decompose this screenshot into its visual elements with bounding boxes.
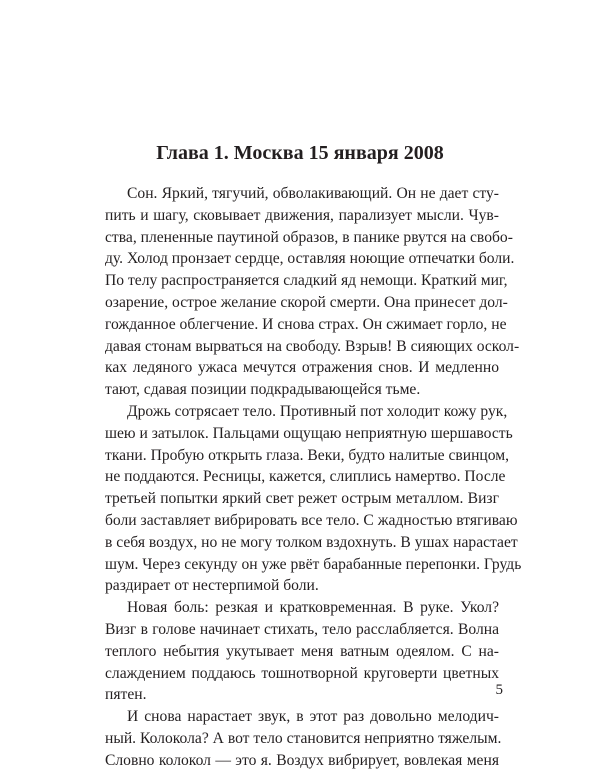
- text-line: Словно колокол — это я. Воздух вибрирует, вовлекая меня: [105, 751, 499, 769]
- text-line: ства, плененные паутиной образов, в панике рвутся на свобо-: [105, 228, 513, 246]
- text-line: шум. Через секунду он уже рвёт барабанные перепонки. Грудь: [105, 555, 522, 573]
- text-line: пить и шагу, сковывает движения, парализует мысли. Чув-: [105, 206, 499, 224]
- text-line: слаждением поддаюсь тошнотворной круговерти цветных: [105, 664, 499, 682]
- text-line: Дрожь сотрясает тело. Противный пот холодит кожу рук,: [127, 402, 508, 420]
- text-line: гожданное облегчение. И снова страх. Он сжимает горло, не: [105, 315, 507, 333]
- text-line: раздирает от нестерпимой боли.: [105, 577, 319, 595]
- text-line: ду. Холод пронзает сердце, оставляя ноющие отпечатки боли.: [105, 250, 515, 268]
- text-line: ках ледяного ужаса мечутся отражения снов. И медленно: [105, 359, 499, 377]
- text-line: Новая боль: резкая и кратковременная. В руке. Укол?: [127, 599, 499, 617]
- text-line: Сон. Яркий, тягучий, обволакивающий. Он не дает сту-: [127, 185, 499, 202]
- text-line: не поддаются. Ресницы, кажется, слиплись намертво. После: [105, 468, 506, 486]
- text-line: тают, сдавая позиции подкрадывающейся тьме.: [105, 381, 421, 399]
- text-line: Визг в голове начинает стихать, тело расслабляется. Волна: [105, 620, 499, 638]
- text-line: ткани. Пробую открыть глаза. Веки, будто налитые свинцом,: [105, 446, 510, 464]
- text-line: И снова нарастает звук, в этот раз довольно мелодич-: [127, 708, 499, 726]
- body-text: [105, 183, 522, 772]
- chapter-title: Глава 1. Москва 15 января 2008: [156, 142, 444, 164]
- text-line: в себя воздух, но не могу толком вздохнуть. В ушах нарастает: [105, 533, 518, 551]
- text-line: третьей попытки яркий свет режет острым металлом. Визг: [105, 490, 499, 508]
- text-line: шею и затылок. Пальцами ощущаю неприятную шершавость: [105, 424, 513, 442]
- text-line: пятен.: [105, 686, 147, 704]
- page-number: 5: [495, 682, 503, 698]
- text-line: боли заставляет вибрировать все тело. С жадностью втягиваю: [105, 511, 518, 529]
- text-line: озарение, острое желание скорой смерти. Она принесет дол-: [105, 293, 508, 311]
- text-line: ный. Колокола? А вот тело становится неприятно тяжелым.: [105, 729, 502, 747]
- text-line: давая стонам вырваться на свободу. Взрыв! В сияющих оскол-: [105, 337, 520, 355]
- text-line: По телу распространяется сладкий яд немощи. Краткий миг,: [105, 272, 508, 290]
- text-line: теплого небытия укутывает меня ватным одеялом. С на-: [105, 642, 499, 660]
